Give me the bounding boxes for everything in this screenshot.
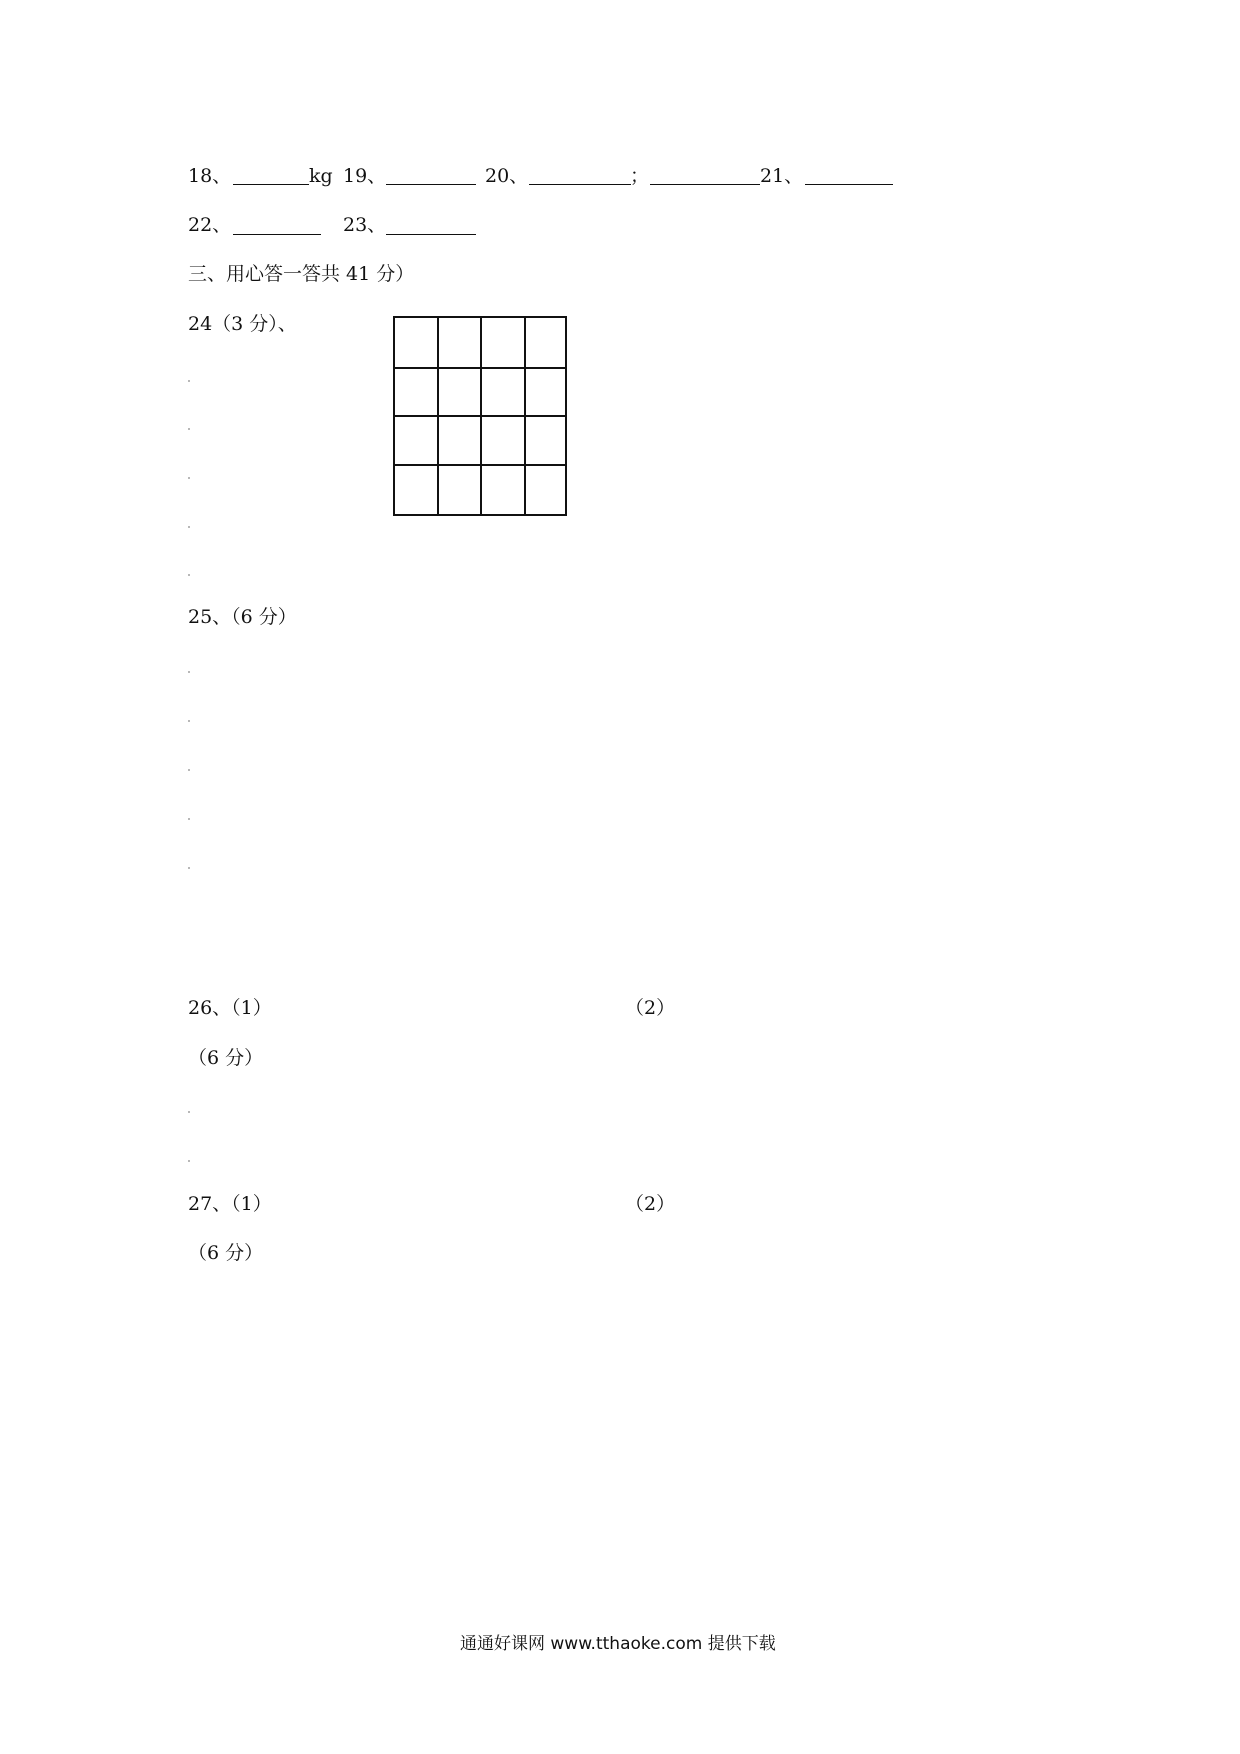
answer-line-marker <box>188 428 190 430</box>
answer-line-marker <box>188 477 190 479</box>
q20-separator: ； <box>630 165 650 187</box>
q27-score: （6 分） <box>188 1242 264 1264</box>
q20-answer-blank-1[interactable] <box>529 184 631 185</box>
q26-part2-label: （2） <box>625 997 676 1019</box>
answer-line-marker <box>188 867 190 869</box>
answer-line-marker <box>188 671 190 673</box>
q24-label: 24（3 分）、 <box>188 313 297 335</box>
q19-number: 19、 <box>343 165 387 187</box>
answer-line-marker <box>188 1111 190 1113</box>
q24-square-grid[interactable] <box>393 316 567 516</box>
q22-answer-blank[interactable] <box>233 234 321 235</box>
answer-line-marker <box>188 720 190 722</box>
q27-label: 27、（1） <box>188 1193 272 1215</box>
q20-number: 20、 <box>485 165 529 187</box>
q23-number: 23、 <box>343 214 387 236</box>
q23-answer-blank[interactable] <box>386 234 476 235</box>
q22-number: 22、 <box>188 214 232 236</box>
answer-line-marker <box>188 1160 190 1162</box>
q18-number: 18、 <box>188 165 232 187</box>
answer-line-marker <box>188 818 190 820</box>
section-3-heading: 三、用心答一答共 41 分） <box>188 263 415 285</box>
q27-part2-label: （2） <box>625 1193 676 1215</box>
answer-line-marker <box>188 526 190 528</box>
q26-label: 26、（1） <box>188 997 272 1019</box>
q18-unit: kg <box>309 165 333 187</box>
footer-source: 通通好课网 www.tthaoke.com 提供下载 <box>460 1634 776 1654</box>
q19-answer-blank[interactable] <box>386 184 476 185</box>
answer-line-marker <box>188 380 190 382</box>
q18-answer-blank[interactable] <box>233 184 309 185</box>
answer-line-marker <box>188 574 190 576</box>
q25-label: 25、（6 分） <box>188 606 297 628</box>
q26-score: （6 分） <box>188 1047 264 1069</box>
answer-line-marker <box>188 769 190 771</box>
q21-number: 21、 <box>760 165 804 187</box>
q20-answer-blank-2[interactable] <box>650 184 760 185</box>
q21-answer-blank[interactable] <box>805 184 893 185</box>
